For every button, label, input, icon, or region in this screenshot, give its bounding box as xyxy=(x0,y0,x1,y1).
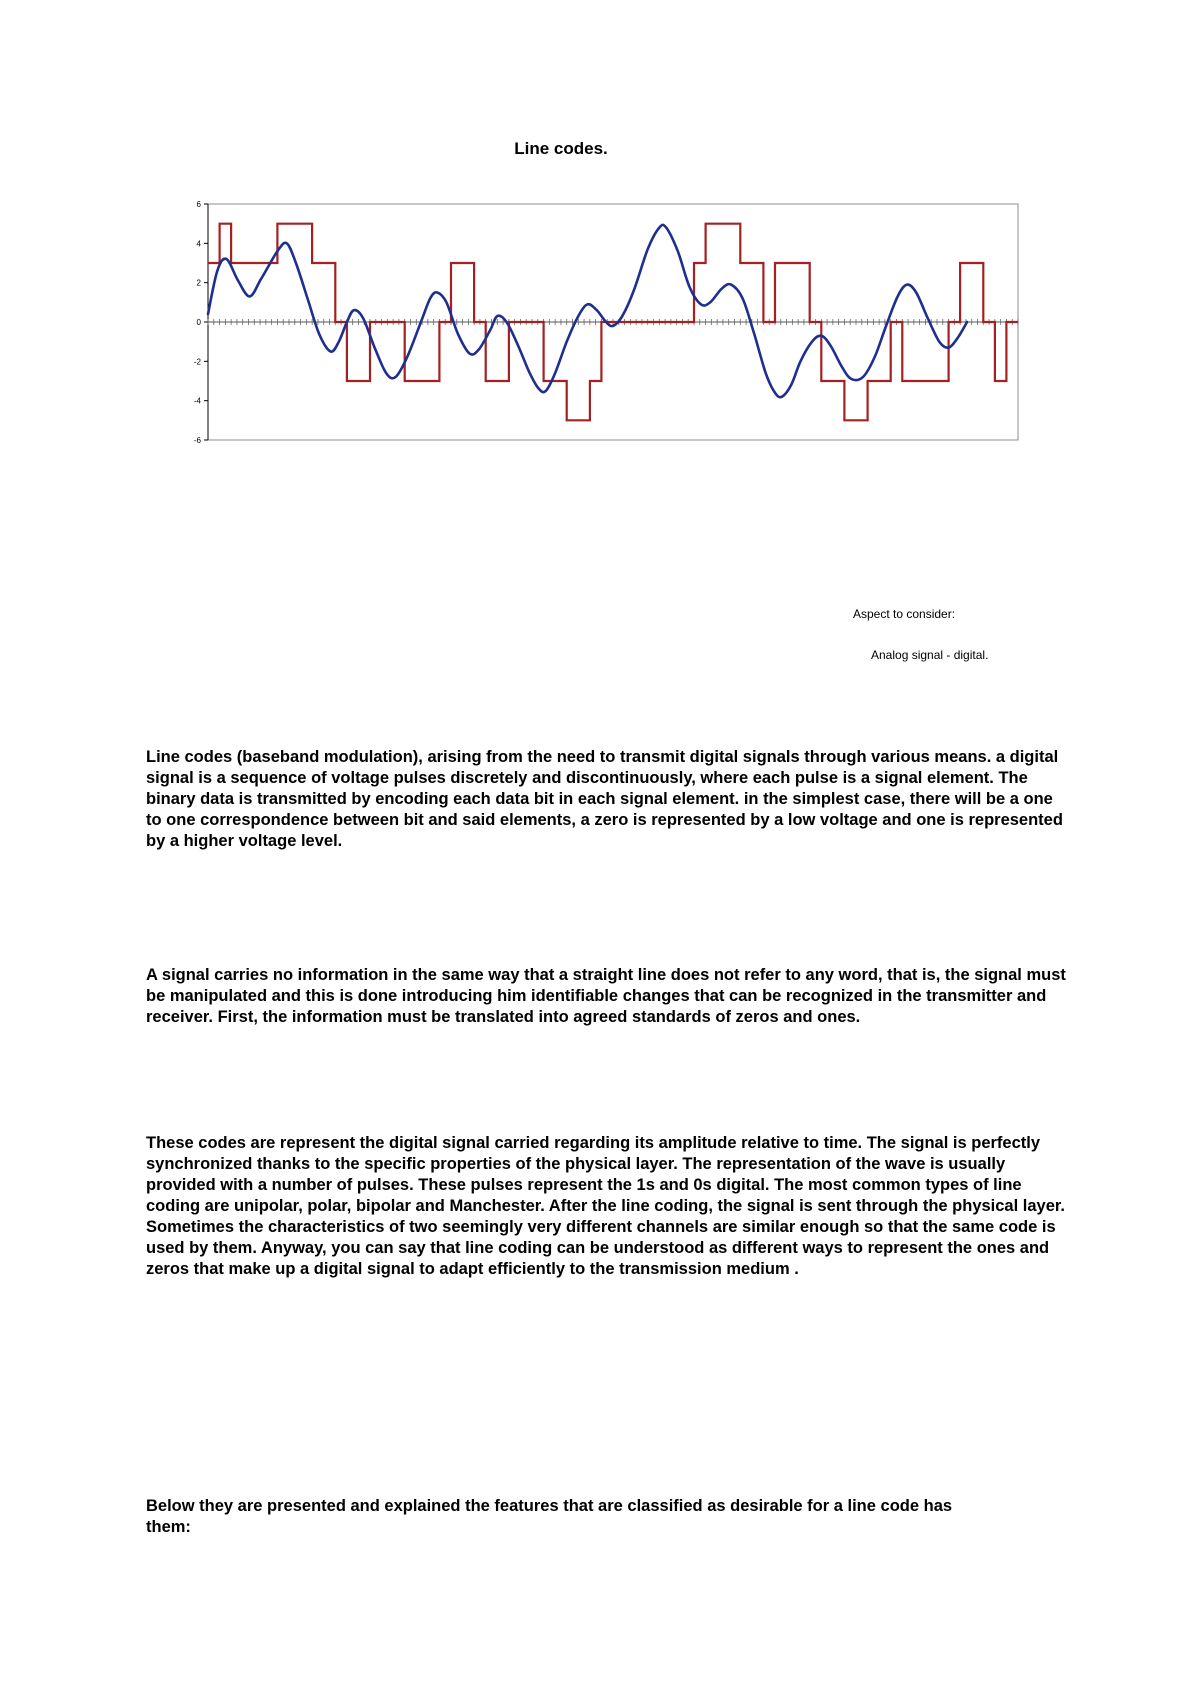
y-tick-group xyxy=(194,200,208,445)
y-tick-label: 0 xyxy=(196,318,201,327)
y-tick-label: 4 xyxy=(196,239,201,249)
y-tick-label: 6 xyxy=(196,200,201,209)
aside-subtitle: Analog signal - digital. xyxy=(871,648,989,662)
y-tick-label: 2 xyxy=(196,278,201,288)
paragraph-signal-information: A signal carries no information in the same way that a straight line does not refer to any word, that is, the signal must be manipulated and this is done introducing him identifiable changes that can be recognized in the transmitter and receiver. First, the information must be translated into agreed standards of zeros and ones. xyxy=(146,966,1066,1026)
line-code-chart xyxy=(182,196,1024,448)
document-title: Line codes. xyxy=(514,139,608,158)
y-tick-label: -6 xyxy=(193,436,201,445)
y-tick-label: -2 xyxy=(193,357,201,367)
y-tick-label: -4 xyxy=(193,396,201,406)
paragraph-codes-representation: These codes are represent the digital signal carried regarding its amplitude relative to time. The signal is perfectly synchronized thanks to the specific properties of the physical layer. The representation of the wave is usually provided with a number of pulses. These pulses represent the 1s and 0s digital. The most common types of line coding are unipolar, polar, bipolar and Manchester. After the line coding, the signal is sent through the physical layer. Sometimes the characteristics of two seemingly very different channels are similar enough so that the same code is used by them. Anyway, you can say that line coding can be understood as different ways to represent the ones and zeros that make up a digital signal to adapt efficiently to the transmission medium . xyxy=(146,1134,1065,1278)
paragraph-desirable-features: Below they are presented and explained the features that are classified as desirable for a line code has them: xyxy=(146,1497,953,1536)
aside-label: Aspect to consider: xyxy=(853,607,956,621)
paragraph-line-codes: Line codes (baseband modulation), arising from the need to transmit digital signals through various means. a digital signal is a sequence of voltage pulses discretely and discontinuously, where each pulse is a signal element. The binary data is transmitted by encoding each data bit in each signal element. in the simplest case, there will be a one to one correspondence between bit and said elements, a zero is represented by a low voltage and one is represented by a higher voltage level. xyxy=(146,748,1063,850)
chart-svg xyxy=(182,196,1024,448)
